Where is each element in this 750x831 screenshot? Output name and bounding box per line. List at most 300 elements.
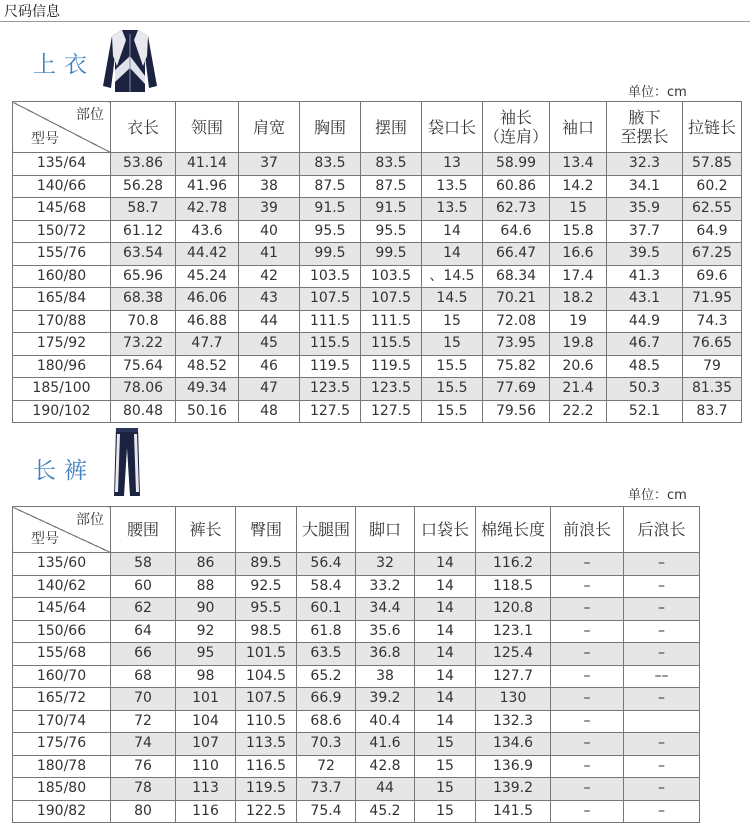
- tops-table-row: [13, 198, 742, 221]
- tops-value-cell: 60.86: [483, 175, 550, 198]
- pants-corner-cell: [13, 507, 111, 553]
- tops-size-cell: 135/64: [13, 153, 111, 176]
- tops-value-cell: 15.5: [422, 400, 483, 423]
- tops-value-cell: 15: [550, 198, 607, 221]
- pants-value-cell: 70: [111, 688, 176, 711]
- pants-size-cell: 190/82: [13, 800, 111, 823]
- pants-value-cell: –: [624, 800, 700, 823]
- tops-value-cell: 119.5: [300, 355, 361, 378]
- pants-value-cell: 72: [111, 710, 176, 733]
- pants-value-cell: 116.2: [476, 553, 551, 576]
- tops-value-cell: 91.5: [361, 198, 422, 221]
- pants-value-cell: 66: [111, 643, 176, 666]
- pants-value-cell: 14: [415, 598, 476, 621]
- pants-column-header: 裤长: [176, 507, 236, 553]
- tops-value-cell: 15: [422, 310, 483, 333]
- pants-value-cell: 44: [356, 778, 415, 801]
- tops-value-cell: 41: [239, 243, 300, 266]
- pants-value-cell: 35.6: [356, 620, 415, 643]
- tops-value-cell: 42: [239, 265, 300, 288]
- pants-column-header: 臀围: [236, 507, 297, 553]
- tops-value-cell: 17.4: [550, 265, 607, 288]
- pants-size-cell: 175/76: [13, 733, 111, 756]
- tops-size-cell: 180/96: [13, 355, 111, 378]
- pants-value-cell: 15: [415, 733, 476, 756]
- tops-value-cell: 39.5: [607, 243, 683, 266]
- pants-value-cell: 104: [176, 710, 236, 733]
- tops-value-cell: 39: [239, 198, 300, 221]
- tops-table-row: [13, 153, 742, 176]
- tops-value-cell: 64.9: [683, 220, 742, 243]
- pants-value-cell: 34.4: [356, 598, 415, 621]
- tops-value-cell: 13: [422, 153, 483, 176]
- pants-table-row: [13, 688, 700, 711]
- pants-value-cell: 32: [356, 553, 415, 576]
- tops-value-cell: 37.7: [607, 220, 683, 243]
- tops-unit: 单位：cm: [628, 85, 687, 100]
- tops-value-cell: 49.34: [176, 378, 239, 401]
- tops-value-cell: 68.34: [483, 265, 550, 288]
- pants-value-cell: 14: [415, 553, 476, 576]
- pants-size-cell: 145/64: [13, 598, 111, 621]
- tops-value-cell: 、14.5: [422, 265, 483, 288]
- pants-column-header: 大腿围: [297, 507, 356, 553]
- tops-value-cell: 48.5: [607, 355, 683, 378]
- tops-value-cell: 69.6: [683, 265, 742, 288]
- pants-value-cell: 113: [176, 778, 236, 801]
- pants-value-cell: 39.2: [356, 688, 415, 711]
- tops-value-cell: 75.64: [111, 355, 176, 378]
- tops-value-cell: 62.73: [483, 198, 550, 221]
- tops-value-cell: 78.06: [111, 378, 176, 401]
- pants-value-cell: –: [624, 733, 700, 756]
- tops-value-cell: 111.5: [361, 310, 422, 333]
- tops-value-cell: 76.65: [683, 333, 742, 356]
- pants-value-cell: 127.7: [476, 665, 551, 688]
- pants-value-cell: –: [624, 778, 700, 801]
- tops-value-cell: 73.95: [483, 333, 550, 356]
- pants-value-cell: 89.5: [236, 553, 297, 576]
- tops-value-cell: 46.06: [176, 288, 239, 311]
- tops-value-cell: 14: [422, 243, 483, 266]
- pants-value-cell: 58: [111, 553, 176, 576]
- pants-corner-part: 部位: [76, 512, 104, 528]
- pants-value-cell: 90: [176, 598, 236, 621]
- tops-value-cell: 46.88: [176, 310, 239, 333]
- pants-table-row: [13, 575, 700, 598]
- pants-value-cell: 123.1: [476, 620, 551, 643]
- tops-value-cell: 73.22: [111, 333, 176, 356]
- pants-value-cell: 76: [111, 755, 176, 778]
- pants-value-cell: 36.8: [356, 643, 415, 666]
- tops-value-cell: 48.52: [176, 355, 239, 378]
- pants-value-cell: 45.2: [356, 800, 415, 823]
- tops-value-cell: 58.99: [483, 153, 550, 176]
- tops-value-cell: 32.3: [607, 153, 683, 176]
- pants-value-cell: –: [551, 800, 624, 823]
- pants-value-cell: 122.5: [236, 800, 297, 823]
- pants-value-cell: 14: [415, 665, 476, 688]
- pants-value-cell: 56.4: [297, 553, 356, 576]
- pants-value-cell: –: [551, 643, 624, 666]
- tops-size-cell: 165/84: [13, 288, 111, 311]
- pants-section-title: 长裤: [33, 458, 95, 484]
- pants-value-cell: 72: [297, 755, 356, 778]
- pants-table-row: [13, 665, 700, 688]
- tops-value-cell: 14: [422, 220, 483, 243]
- tops-value-cell: 83.5: [361, 153, 422, 176]
- pants-value-cell: 14: [415, 620, 476, 643]
- pants-value-cell: –: [551, 620, 624, 643]
- pants-value-cell: –: [551, 665, 624, 688]
- pants-image: [112, 426, 142, 498]
- pants-value-cell: 14: [415, 643, 476, 666]
- tops-value-cell: 43: [239, 288, 300, 311]
- pants-size-cell: 170/74: [13, 710, 111, 733]
- pants-table-row: [13, 710, 700, 733]
- tops-size-table: [12, 101, 742, 423]
- tops-value-cell: 63.54: [111, 243, 176, 266]
- pants-value-cell: –: [551, 575, 624, 598]
- tops-table-row: [13, 175, 742, 198]
- tops-value-cell: 81.35: [683, 378, 742, 401]
- tops-value-cell: 14.5: [422, 288, 483, 311]
- tops-value-cell: 19: [550, 310, 607, 333]
- pants-value-cell: 14: [415, 688, 476, 711]
- pants-size-cell: 185/80: [13, 778, 111, 801]
- tops-value-cell: 60.2: [683, 175, 742, 198]
- tops-value-cell: 46: [239, 355, 300, 378]
- tops-size-cell: 190/102: [13, 400, 111, 423]
- pants-value-cell: [624, 710, 700, 733]
- pants-header-row: [13, 507, 700, 553]
- tops-table-row: [13, 288, 742, 311]
- pants-value-cell: 33.2: [356, 575, 415, 598]
- tops-value-cell: 115.5: [361, 333, 422, 356]
- tops-size-cell: 140/66: [13, 175, 111, 198]
- tops-value-cell: 44.42: [176, 243, 239, 266]
- tops-value-cell: 71.95: [683, 288, 742, 311]
- pants-size-cell: 180/78: [13, 755, 111, 778]
- pants-value-cell: –: [551, 553, 624, 576]
- tops-value-cell: 45.24: [176, 265, 239, 288]
- tops-value-cell: 107.5: [300, 288, 361, 311]
- pants-value-cell: 68.6: [297, 710, 356, 733]
- tops-value-cell: 91.5: [300, 198, 361, 221]
- pants-value-cell: 78: [111, 778, 176, 801]
- pants-value-cell: 65.2: [297, 665, 356, 688]
- pants-value-cell: 15: [415, 800, 476, 823]
- pants-column-header: 前浪长: [551, 507, 624, 553]
- pants-size-table: [12, 506, 700, 823]
- pants-value-cell: 92.5: [236, 575, 297, 598]
- tops-size-cell: 160/80: [13, 265, 111, 288]
- tops-value-cell: 99.5: [361, 243, 422, 266]
- pants-value-cell: 88: [176, 575, 236, 598]
- tops-table-row: [13, 243, 742, 266]
- pants-value-cell: 98: [176, 665, 236, 688]
- pants-column-header: 脚口: [356, 507, 415, 553]
- pants-value-cell: –: [624, 688, 700, 711]
- pants-table-row: [13, 553, 700, 576]
- tops-column-header: 胸围: [300, 102, 361, 153]
- tops-value-cell: 75.82: [483, 355, 550, 378]
- pants-value-cell: 92: [176, 620, 236, 643]
- tops-value-cell: 111.5: [300, 310, 361, 333]
- tops-value-cell: 79.56: [483, 400, 550, 423]
- tops-size-cell: 175/92: [13, 333, 111, 356]
- pants-value-cell: 139.2: [476, 778, 551, 801]
- pants-value-cell: –: [551, 755, 624, 778]
- tops-table-row: [13, 333, 742, 356]
- tops-size-cell: 170/88: [13, 310, 111, 333]
- pants-value-cell: 15: [415, 755, 476, 778]
- tops-value-cell: 119.5: [361, 355, 422, 378]
- pants-value-cell: 118.5: [476, 575, 551, 598]
- tops-value-cell: 56.28: [111, 175, 176, 198]
- tops-value-cell: 77.69: [483, 378, 550, 401]
- tops-value-cell: 95.5: [361, 220, 422, 243]
- pants-column-header: 棉绳长度: [476, 507, 551, 553]
- pants-value-cell: 132.3: [476, 710, 551, 733]
- pants-value-cell: 40.4: [356, 710, 415, 733]
- pants-value-cell: –: [624, 755, 700, 778]
- pants-value-cell: 74: [111, 733, 176, 756]
- pants-value-cell: 60.1: [297, 598, 356, 621]
- tops-value-cell: 41.14: [176, 153, 239, 176]
- pants-size-cell: 150/66: [13, 620, 111, 643]
- pants-size-cell: 135/60: [13, 553, 111, 576]
- tops-table-row: [13, 400, 742, 423]
- pants-column-header: 后浪长: [624, 507, 700, 553]
- pants-value-cell: –: [551, 598, 624, 621]
- pants-value-cell: 38: [356, 665, 415, 688]
- pants-value-cell: –: [624, 643, 700, 666]
- tops-corner-cell: [13, 102, 111, 153]
- pants-value-cell: 95.5: [236, 598, 297, 621]
- tops-value-cell: 38: [239, 175, 300, 198]
- tops-value-cell: 70.8: [111, 310, 176, 333]
- pants-value-cell: –: [624, 553, 700, 576]
- pants-value-cell: 98.5: [236, 620, 297, 643]
- pants-value-cell: –: [624, 575, 700, 598]
- pants-value-cell: 104.5: [236, 665, 297, 688]
- tops-value-cell: 34.1: [607, 175, 683, 198]
- pants-size-cell: 160/70: [13, 665, 111, 688]
- pants-table-row: [13, 800, 700, 823]
- pants-table-row: [13, 755, 700, 778]
- pants-value-cell: 119.5: [236, 778, 297, 801]
- tops-column-header: 衣长: [111, 102, 176, 153]
- pants-value-cell: –: [551, 688, 624, 711]
- pants-value-cell: 61.8: [297, 620, 356, 643]
- tops-value-cell: 22.2: [550, 400, 607, 423]
- pants-value-cell: 64: [111, 620, 176, 643]
- tops-value-cell: 66.47: [483, 243, 550, 266]
- pants-value-cell: 70.3: [297, 733, 356, 756]
- tops-table-row: [13, 220, 742, 243]
- pants-value-cell: 116.5: [236, 755, 297, 778]
- pants-value-cell: ––: [624, 665, 700, 688]
- pants-value-cell: 110: [176, 755, 236, 778]
- tops-value-cell: 53.86: [111, 153, 176, 176]
- tops-value-cell: 79: [683, 355, 742, 378]
- tops-value-cell: 127.5: [300, 400, 361, 423]
- pants-value-cell: 113.5: [236, 733, 297, 756]
- tops-size-cell: 150/72: [13, 220, 111, 243]
- pants-value-cell: 62: [111, 598, 176, 621]
- tops-column-header: 袋口长: [422, 102, 483, 153]
- pants-value-cell: 130: [476, 688, 551, 711]
- pants-value-cell: 136.9: [476, 755, 551, 778]
- pants-value-cell: 101: [176, 688, 236, 711]
- tops-value-cell: 18.2: [550, 288, 607, 311]
- tops-table-row: [13, 310, 742, 333]
- pants-value-cell: 116: [176, 800, 236, 823]
- pants-value-cell: 101.5: [236, 643, 297, 666]
- pants-value-cell: 141.5: [476, 800, 551, 823]
- tops-value-cell: 41.96: [176, 175, 239, 198]
- pants-value-cell: 134.6: [476, 733, 551, 756]
- tops-corner-part: 部位: [76, 107, 104, 123]
- pants-value-cell: 60: [111, 575, 176, 598]
- pants-value-cell: 42.8: [356, 755, 415, 778]
- tops-column-header: 领围: [176, 102, 239, 153]
- tops-value-cell: 40: [239, 220, 300, 243]
- pants-value-cell: 75.4: [297, 800, 356, 823]
- tops-value-cell: 44.9: [607, 310, 683, 333]
- tops-value-cell: 21.4: [550, 378, 607, 401]
- tops-value-cell: 57.85: [683, 153, 742, 176]
- tops-value-cell: 70.21: [483, 288, 550, 311]
- pants-value-cell: 68: [111, 665, 176, 688]
- tops-value-cell: 72.08: [483, 310, 550, 333]
- tops-value-cell: 43.1: [607, 288, 683, 311]
- pants-value-cell: –: [551, 710, 624, 733]
- tops-value-cell: 80.48: [111, 400, 176, 423]
- tops-size-cell: 155/76: [13, 243, 111, 266]
- tops-header-row: [13, 102, 742, 153]
- tops-value-cell: 95.5: [300, 220, 361, 243]
- pants-size-cell: 155/68: [13, 643, 111, 666]
- pants-table-row: [13, 778, 700, 801]
- tops-value-cell: 99.5: [300, 243, 361, 266]
- pants-table-row: [13, 620, 700, 643]
- tops-value-cell: 74.3: [683, 310, 742, 333]
- tops-value-cell: 15: [422, 333, 483, 356]
- pants-value-cell: 80: [111, 800, 176, 823]
- tops-column-header: 袖口: [550, 102, 607, 153]
- pants-unit: 单位：cm: [628, 488, 687, 503]
- pants-value-cell: 15: [415, 778, 476, 801]
- pants-table-row: [13, 733, 700, 756]
- tops-value-cell: 13.5: [422, 198, 483, 221]
- tops-value-cell: 127.5: [361, 400, 422, 423]
- tops-value-cell: 37: [239, 153, 300, 176]
- tops-value-cell: 47.7: [176, 333, 239, 356]
- tops-value-cell: 19.8: [550, 333, 607, 356]
- pants-table-row: [13, 598, 700, 621]
- tops-table-row: [13, 265, 742, 288]
- pants-size-cell: 165/72: [13, 688, 111, 711]
- tops-column-header: 袖长 （连肩）: [483, 102, 550, 153]
- pants-value-cell: 14: [415, 575, 476, 598]
- pants-value-cell: –: [624, 598, 700, 621]
- tops-value-cell: 45: [239, 333, 300, 356]
- pants-column-header: 口袋长: [415, 507, 476, 553]
- tops-value-cell: 43.6: [176, 220, 239, 243]
- tops-value-cell: 15.5: [422, 355, 483, 378]
- tops-value-cell: 47: [239, 378, 300, 401]
- tops-value-cell: 20.6: [550, 355, 607, 378]
- pants-value-cell: –: [551, 778, 624, 801]
- tops-size-cell: 145/68: [13, 198, 111, 221]
- tops-value-cell: 62.55: [683, 198, 742, 221]
- tops-column-header: 拉链长: [683, 102, 742, 153]
- tops-value-cell: 64.6: [483, 220, 550, 243]
- pants-value-cell: 95: [176, 643, 236, 666]
- pants-value-cell: 14: [415, 710, 476, 733]
- tops-column-header: 摆围: [361, 102, 422, 153]
- tops-value-cell: 14.2: [550, 175, 607, 198]
- pants-size-cell: 140/62: [13, 575, 111, 598]
- pants-value-cell: –: [551, 733, 624, 756]
- tops-value-cell: 35.9: [607, 198, 683, 221]
- tops-value-cell: 16.6: [550, 243, 607, 266]
- tops-value-cell: 68.38: [111, 288, 176, 311]
- pants-value-cell: 41.6: [356, 733, 415, 756]
- pants-value-cell: 86: [176, 553, 236, 576]
- pants-value-cell: –: [624, 620, 700, 643]
- pants-column-header: 腰围: [111, 507, 176, 553]
- tops-value-cell: 107.5: [361, 288, 422, 311]
- tops-column-header: 腋下 至摆长: [607, 102, 683, 153]
- pants-value-cell: 73.7: [297, 778, 356, 801]
- tops-size-cell: 185/100: [13, 378, 111, 401]
- tops-value-cell: 83.5: [300, 153, 361, 176]
- tops-column-header: 肩宽: [239, 102, 300, 153]
- pants-value-cell: 63.5: [297, 643, 356, 666]
- tops-value-cell: 48: [239, 400, 300, 423]
- pants-value-cell: 107.5: [236, 688, 297, 711]
- tops-section-title: 上衣: [33, 52, 95, 78]
- tops-value-cell: 41.3: [607, 265, 683, 288]
- tops-value-cell: 87.5: [300, 175, 361, 198]
- pants-value-cell: 58.4: [297, 575, 356, 598]
- tops-value-cell: 61.12: [111, 220, 176, 243]
- tops-value-cell: 13.4: [550, 153, 607, 176]
- tops-value-cell: 58.7: [111, 198, 176, 221]
- tops-value-cell: 115.5: [300, 333, 361, 356]
- jacket-image: [100, 26, 160, 96]
- pants-value-cell: 66.9: [297, 688, 356, 711]
- tops-value-cell: 46.7: [607, 333, 683, 356]
- tops-value-cell: 83.7: [683, 400, 742, 423]
- pants-value-cell: 110.5: [236, 710, 297, 733]
- pants-value-cell: 107: [176, 733, 236, 756]
- page-header: [0, 0, 750, 22]
- tops-value-cell: 65.96: [111, 265, 176, 288]
- tops-value-cell: 103.5: [300, 265, 361, 288]
- tops-table-row: [13, 378, 742, 401]
- tops-value-cell: 123.5: [361, 378, 422, 401]
- pants-value-cell: 125.4: [476, 643, 551, 666]
- tops-value-cell: 87.5: [361, 175, 422, 198]
- tops-corner-size: 型号: [31, 131, 59, 147]
- tops-value-cell: 50.3: [607, 378, 683, 401]
- tops-value-cell: 123.5: [300, 378, 361, 401]
- tops-value-cell: 103.5: [361, 265, 422, 288]
